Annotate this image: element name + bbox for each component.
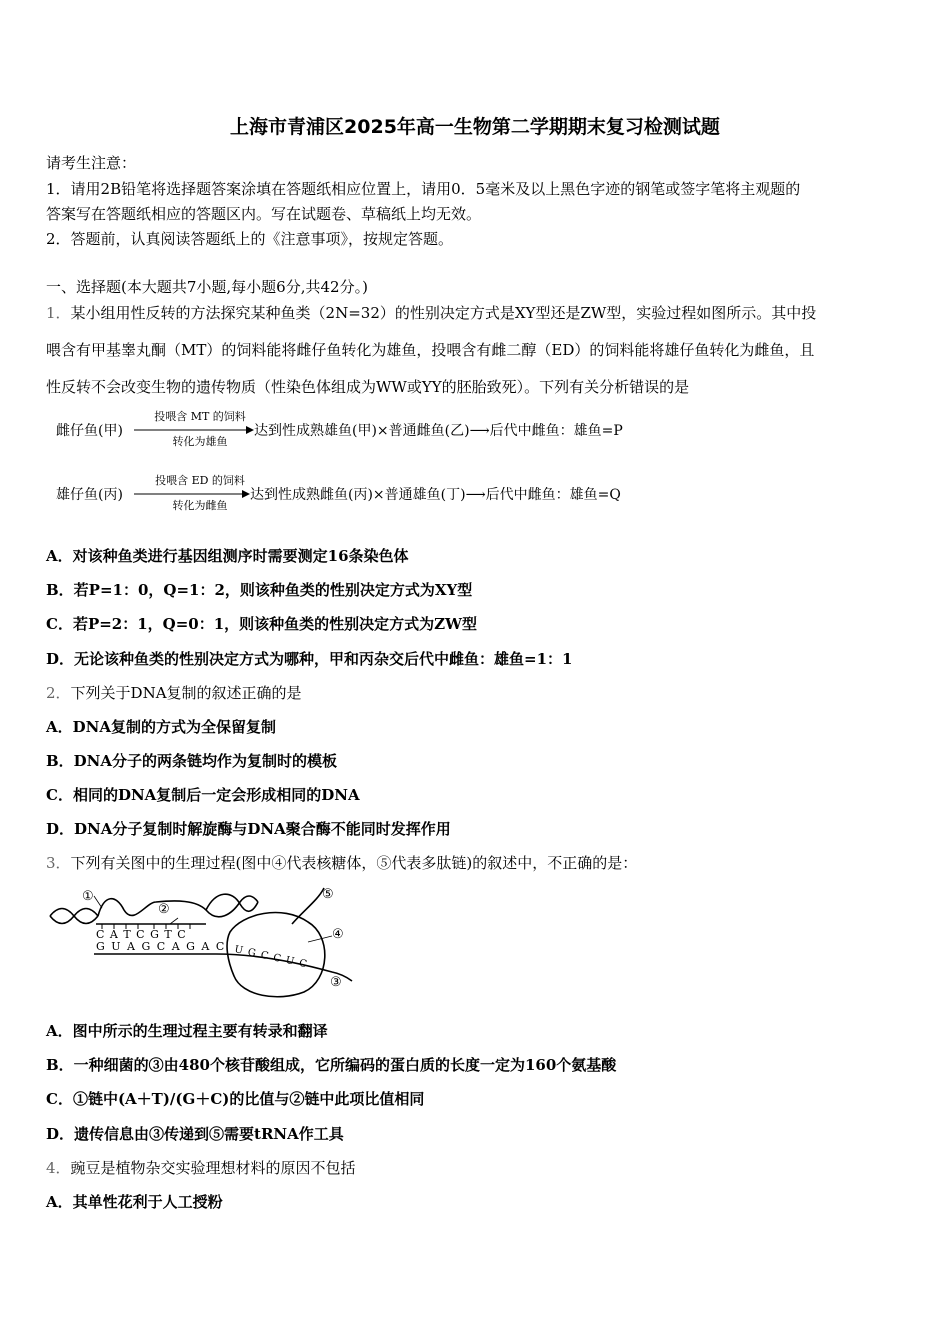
diagram-row1-below: 转化为雄鱼 (172, 435, 228, 448)
rna-sequence: G U A G C A G A C (96, 940, 226, 953)
question-4-stem-line (46, 1157, 356, 1178)
notice-item-1-line-1: 1．请用2B铅笔将选择题答案涂填在答题纸相应位置上，请用0．5毫米及以上黑色字迹的钢笔或签字笔将主观题的 (46, 180, 801, 198)
section-heading: 一、选择题(本大题共7小题,每小题6分,共42分。) (46, 278, 368, 296)
dna-strand-1 (98, 899, 206, 916)
notice-heading: 请考生注意： (46, 154, 137, 172)
diagram-row2-start: 雄仔鱼(丙) (56, 487, 123, 503)
diagram-row2-end: 达到性成熟雌鱼(丙)×普通雄鱼(丁)⟶后代中雌鱼：雄鱼=Q (250, 487, 621, 503)
mrna-strand (94, 954, 352, 981)
pointer-2 (170, 918, 178, 924)
dna-sequence: C A T C G T C (96, 928, 187, 941)
question-1-option-d: D．无论该种鱼类的性别决定方式为哪种，甲和丙杂交后代中雌鱼：雄鱼=1：1 (46, 650, 573, 668)
question-1-option-c: C．若P=2：1，Q=0：1，则该种鱼类的性别决定方式为ZW型 (46, 615, 477, 633)
question-2-stem: 下列关于DNA复制的叙述正确的是 (70, 684, 302, 702)
question-1-line-2: 喂含有甲基睾丸酮（MT）的饲料能将雌仔鱼转化为雄鱼，投喂含有雌二醇（ED）的饲料能将雄仔鱼转化为雌鱼，且 (46, 341, 815, 359)
question-2-option-b: B．DNA分子的两条链均作为复制时的模板 (46, 752, 338, 770)
question-1-number: 1． (46, 304, 71, 322)
label-4: ④ (332, 927, 344, 942)
question-3-stem-line (46, 852, 637, 873)
question-3-option-c: C．①链中(A＋T)/(G＋C)的比值与②链中此项比值相同 (46, 1090, 425, 1108)
polypeptide-chain (292, 888, 324, 924)
question-1-option-a: A．对该种鱼类进行基因组测序时需要测定16条染色体 (46, 547, 409, 565)
question-3-option-d: D．遗传信息由③传递到⑤需要tRNA作工具 (46, 1125, 344, 1143)
question-3-option-b: B．一种细菌的③由480个核苷酸组成，它所编码的蛋白质的长度一定为160个氨基酸 (46, 1056, 617, 1074)
question-1-stem-1: 某小组用性反转的方法探究某种鱼类（2N=32）的性别决定方式是XY型还是ZW型，实验过程如图所示。其中投 (70, 304, 817, 322)
label-3: ③ (330, 975, 342, 990)
pointer-1 (94, 896, 102, 908)
label-1: ① (82, 889, 94, 904)
notice-item-1-line-2: 答案写在答题纸相应的答题区内。写在试题卷、草稿纸上均无效。 (46, 205, 482, 223)
diagram-row1-end: 达到性成熟雄鱼(甲)×普通雌鱼(乙)⟶后代中雌鱼：雄鱼=P (254, 423, 623, 439)
label-2: ② (158, 902, 170, 917)
diagram-row1-above: 投喂含 MT 的饲料 (154, 410, 246, 423)
dna-helix-strand-b (50, 909, 98, 924)
question-1-line-1 (46, 302, 816, 323)
label-5: ⑤ (322, 887, 334, 902)
question-3-stem: 下列有关图中的生理过程(图中④代表核糖体，⑤代表多肽链)的叙述中，不正确的是： (70, 854, 638, 872)
question-4-number: 4． (46, 1159, 71, 1177)
question-2-number: 2． (46, 684, 71, 702)
question-1-option-b: B．若P=1：0，Q=1：2，则该种鱼类的性别决定方式为XY型 (46, 581, 473, 599)
question-2-option-a: A．DNA复制的方式为全保留复制 (46, 718, 276, 736)
question-4-stem: 豌豆是植物杂交实验理想材料的原因不包括 (70, 1159, 356, 1177)
page-title: 上海市青浦区2025年高一生物第二学期期末复习检测试题 (230, 116, 720, 138)
diagram-row1-start: 雌仔鱼(甲) (56, 423, 123, 439)
sex-reversal-diagram (50, 405, 730, 517)
question-3-number: 3． (46, 854, 71, 872)
pointer-4 (308, 936, 332, 942)
question-2-stem-line (46, 682, 302, 703)
question-3-option-a: A．图中所示的生理过程主要有转录和翻译 (46, 1022, 328, 1040)
question-2-option-d: D．DNA分子复制时解旋酶与DNA聚合酶不能同时发挥作用 (46, 820, 451, 838)
diagram-row2-below: 转化为雌鱼 (172, 499, 228, 512)
diagram-row2-arrowhead (242, 490, 250, 498)
transcription-translation-diagram (46, 880, 366, 1005)
question-1-line-3: 性反转不会改变生物的遗传物质（性染色体组成为WW或YY的胚胎致死）。下列有关分析错误的是 (46, 378, 690, 396)
diagram-row1-arrowhead (246, 426, 254, 434)
codon-sequence: U G C C U C (233, 944, 309, 971)
diagram-row2-above: 投喂含 ED 的饲料 (155, 474, 245, 487)
question-4-option-a: A．其单性花利于人工授粉 (46, 1193, 223, 1211)
question-2-option-c: C．相同的DNA复制后一定会形成相同的DNA (46, 786, 360, 804)
notice-item-2: 2．答题前，认真阅读答题纸上的《注意事项》，按规定答题。 (46, 230, 454, 248)
